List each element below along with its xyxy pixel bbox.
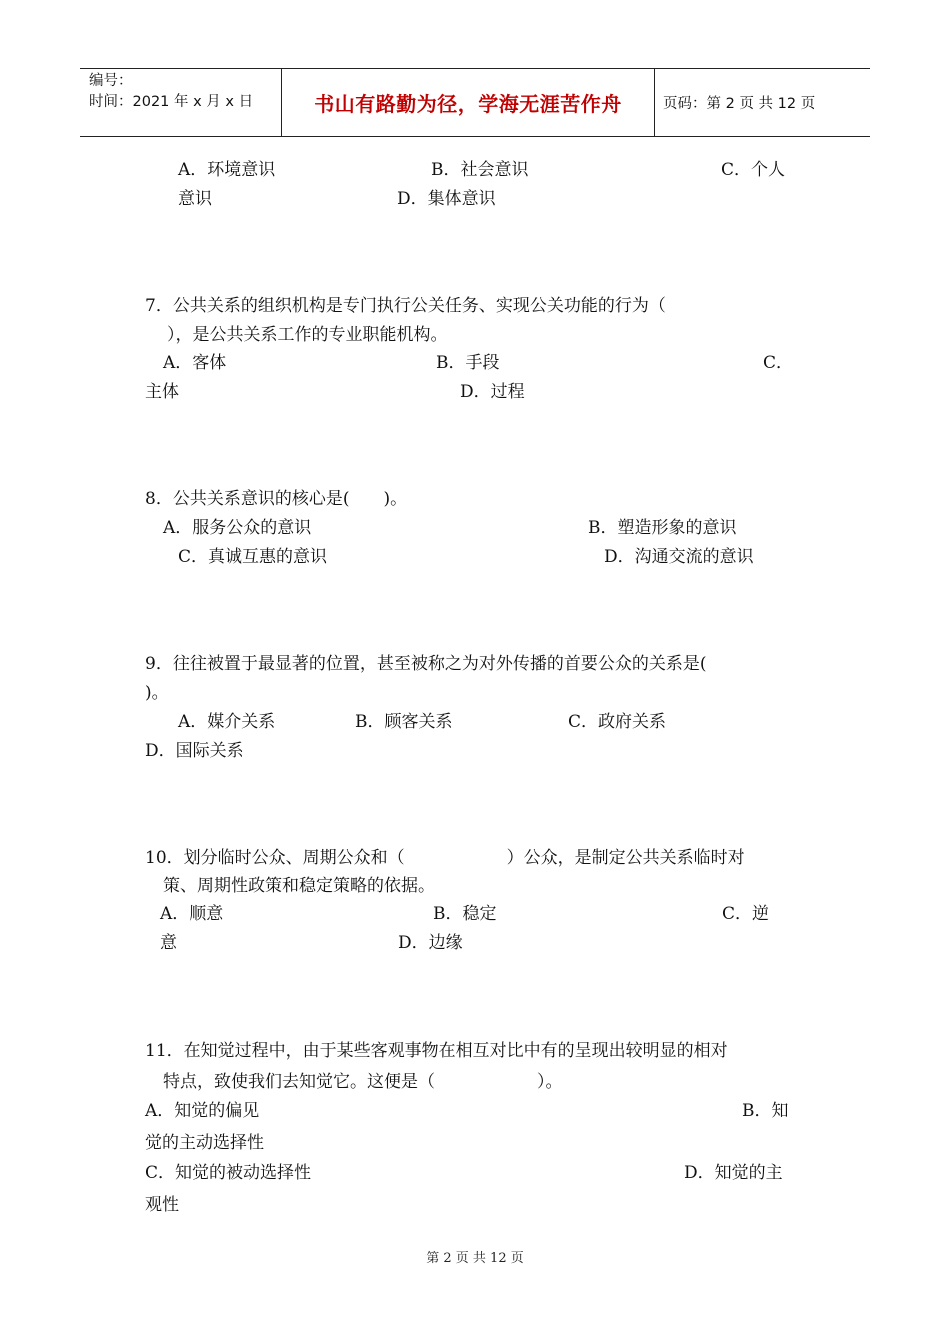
q11-option-b: B．知: [742, 1101, 789, 1121]
q7-option-c-cont: 主体: [145, 382, 179, 402]
q11-stem-line2: 特点，致使我们去知觉它。这便是（ ）。: [163, 1072, 563, 1092]
q10-option-a: A．顺意: [160, 904, 224, 924]
q9-option-c: C．政府关系: [568, 712, 667, 732]
q6-option-c-cont: 意识: [178, 189, 212, 209]
header-motto: 书山有路勤为径，学海无涯苦作舟: [282, 69, 655, 136]
q7-option-c: C．: [763, 353, 794, 373]
q7-option-a: A．客体: [163, 353, 227, 373]
q6-option-a: A．环境意识: [178, 160, 276, 180]
q6-option-d: D．集体意识: [397, 189, 496, 209]
q7-option-d: D．过程: [460, 382, 525, 402]
q7-stem-line1: 7．公共关系的组织机构是专门执行公关任务、实现公关功能的行为（: [145, 296, 666, 316]
q8-stem-line1: 8．公共关系意识的核心是( )。: [145, 489, 408, 509]
q11-option-d: D．知觉的主: [684, 1163, 783, 1183]
q10-option-b: B．稳定: [433, 904, 497, 924]
q8-option-a: A．服务公众的意识: [163, 518, 312, 538]
q8-option-b: B．塑造形象的意识: [588, 518, 737, 538]
header-number-label: 编号：: [89, 73, 133, 89]
q9-stem-line1: 9．往往被置于最显著的位置，甚至被称之为对外传播的首要公众的关系是(: [145, 654, 707, 674]
q7-stem-line2: ），是公共关系工作的专业职能机构。: [167, 325, 448, 345]
q9-option-b: B．顾客关系: [355, 712, 453, 732]
q9-option-d: D．国际关系: [145, 741, 244, 761]
q11-option-b-cont: 觉的主动选择性: [145, 1133, 264, 1153]
q10-option-d: D．边缘: [398, 933, 463, 953]
q11-option-c: C．知觉的被动选择性: [145, 1163, 312, 1183]
page-header: [80, 68, 870, 137]
q6-option-c: C．个人: [721, 160, 786, 180]
q10-option-c-cont: 意: [160, 933, 177, 953]
q7-option-b: B．手段: [436, 353, 500, 373]
q8-option-d: D．沟通交流的意识: [604, 547, 754, 567]
q11-option-a: A．知觉的偏见: [145, 1101, 260, 1121]
q10-stem-line1: 10．划分临时公众、周期公众和（ ）公众，是制定公共关系临时对: [145, 848, 745, 868]
header-time-label: 时间：2021 年 x 月 x 日: [89, 94, 254, 110]
q11-stem-line1: 11．在知觉过程中，由于某些客观事物在相互对比中有的呈现出较明显的相对: [145, 1041, 728, 1061]
header-meta: [80, 69, 282, 136]
q9-stem-line2: )。: [145, 683, 169, 703]
q11-option-d-cont: 观性: [145, 1195, 179, 1215]
q10-option-c: C．逆: [722, 904, 770, 924]
page-footer: 第 2 页 共 12 页: [426, 1251, 524, 1266]
q10-stem-line2: 策、周期性政策和稳定策略的依据。: [163, 876, 435, 896]
q9-option-a: A．媒介关系: [178, 712, 276, 732]
q8-option-c: C．真诚互惠的意识: [178, 547, 328, 567]
header-page-info: 页码：第 2 页 共 12 页: [663, 96, 816, 112]
q6-option-b: B．社会意识: [431, 160, 529, 180]
